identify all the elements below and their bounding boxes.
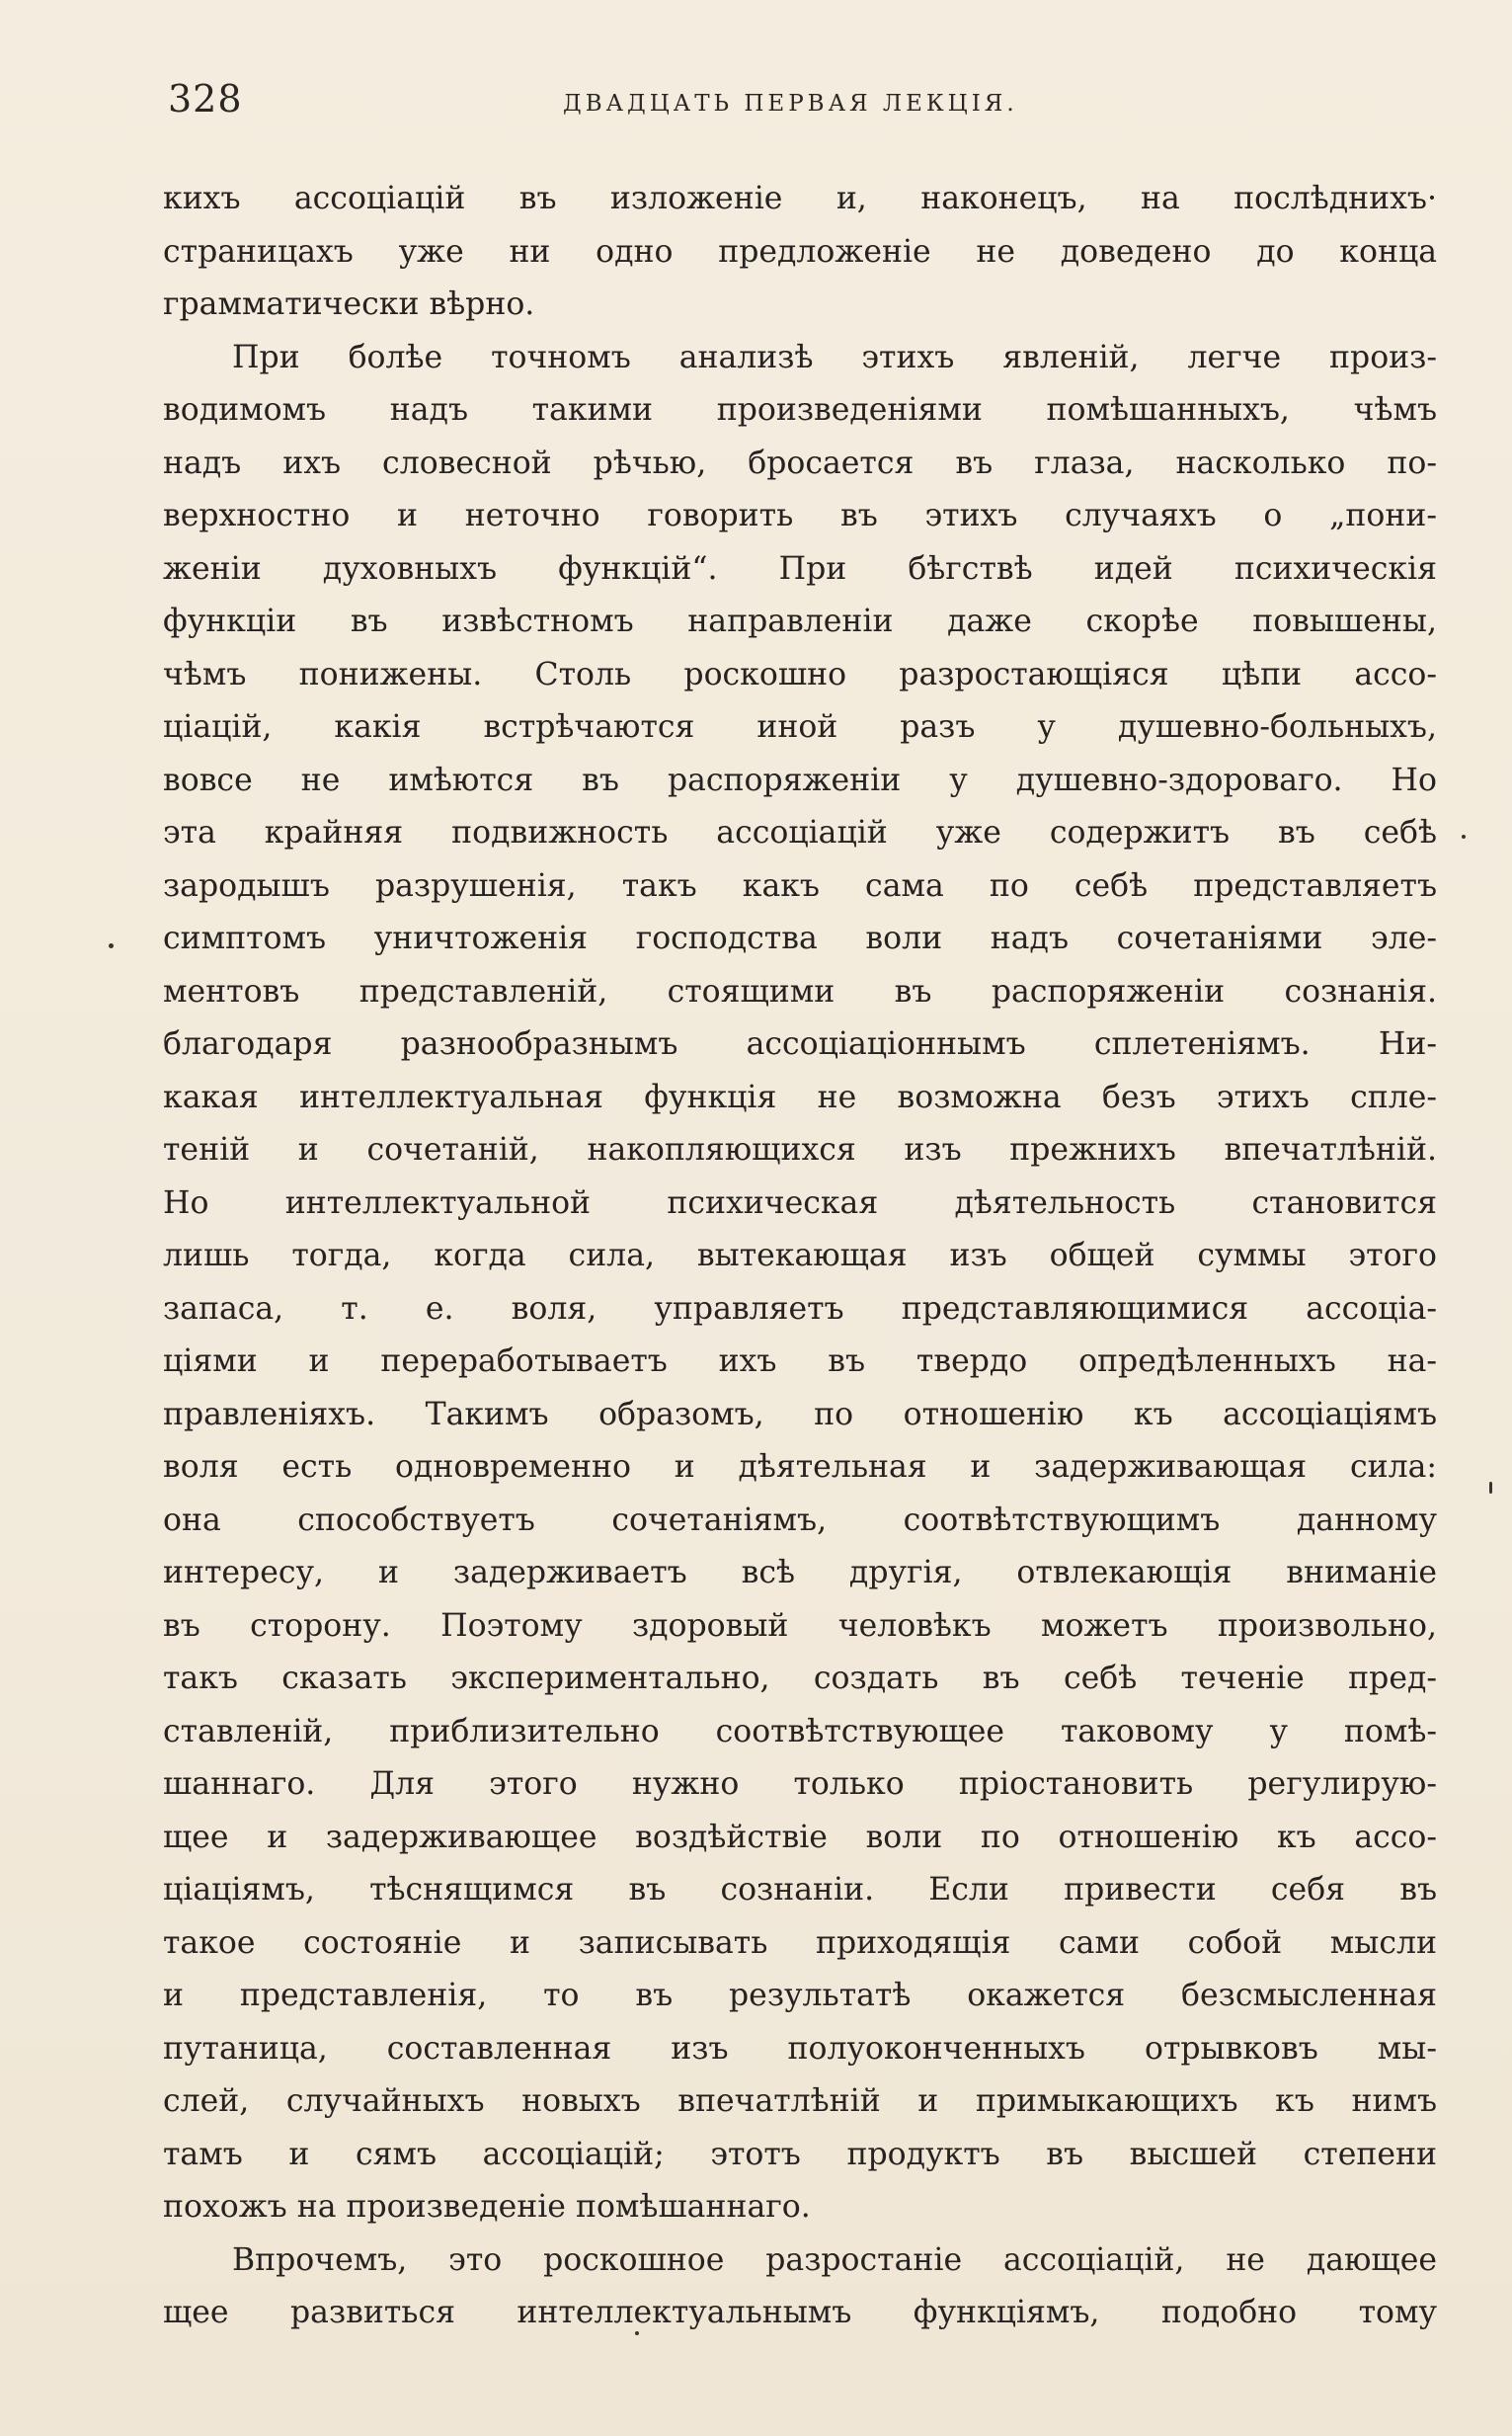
ink-speck [1489, 1482, 1492, 1494]
text-line: ціаціямъ, тѣснящимся въ сознаніи. Если привести себя въ [163, 1872, 1437, 1908]
text-line: верхностно и неточно говорить въ этихъ случаяхъ о „пони- [163, 498, 1437, 533]
text-line: лишь тогда, когда сила, вытекающая изъ общей суммы этого [163, 1238, 1437, 1273]
text-line: путаница, составленная изъ полуоконченныхъ отрывковъ мы- [163, 2030, 1437, 2067]
text-line: вовсе не имѣются въ распоряженіи у душевно-здороваго. Но [163, 762, 1437, 798]
text-line: она способствуетъ сочетаніямъ, соотвѣтствующимъ данному [163, 1502, 1437, 1538]
text-line: чѣмъ понижены. Столь роскошно разростающіяся цѣпи ассо- [163, 656, 1437, 692]
text-line: зародышъ разрушенія, такъ какъ сама по себѣ представляетъ [163, 867, 1437, 904]
text-line: въ сторону. Поэтому здоровый человѣкъ можетъ произвольно, [163, 1607, 1437, 1644]
text-line: интересу, и задерживаетъ всѣ другія, отвлекающія вниманіе [163, 1555, 1437, 1590]
text-line: теній и сочетаній, накопляющихся изъ прежнихъ впечатлѣній. [163, 1132, 1437, 1168]
text-line: правленіяхъ. Такимъ образомъ, по отношенію къ ассоціаціямъ [163, 1396, 1437, 1432]
text-line: эта крайняя подвижность ассоціацій уже содержитъ въ себѣ [163, 815, 1437, 851]
text-line: ментовъ представленій, стоящими въ распоряженіи сознанія. [163, 973, 1437, 1010]
text-line: При болѣе точномъ анализѣ этихъ явленій, легче произ- [232, 339, 1437, 375]
text-line: ставленій, приблизительно соотвѣтствующее таковому у помѣ- [163, 1713, 1437, 1749]
ink-speck [109, 943, 114, 948]
text-line: тамъ и сямъ ассоціацій; этотъ продуктъ въ высшей степени [163, 2136, 1437, 2172]
text-line: шаннаго. Для этого нужно только пріостановить регулирую- [163, 1766, 1437, 1802]
text-line: и представленія, то въ результатѣ окажется безсмысленная [163, 1978, 1437, 2013]
text-line: воля есть одновременно и дѣятельная и задерживающая сила: [163, 1449, 1437, 1485]
text-line: запаса, т. е. воля, управляетъ представляющимися ассоціа- [163, 1290, 1437, 1327]
text-line: похожъ на произведеніе помѣшаннаго. [163, 2189, 811, 2225]
text-line: кихъ ассоціацій въ изложеніе и, наконецъ, на послѣднихъ· [163, 181, 1437, 216]
text-line: симптомъ уничтоженія господства воли надъ сочетаніями эле- [163, 921, 1437, 956]
text-line: водимомъ надъ такими произведеніями помѣшанныхъ, чѣмъ [163, 392, 1437, 428]
text-line: щее и задерживающее воздѣйствіе воли по отношенію къ ассо- [163, 1819, 1437, 1855]
text-line: такъ сказать экспериментально, создать въ себѣ теченіе пред- [163, 1661, 1437, 1696]
body-text [163, 173, 1437, 2340]
text-line: какая интеллектуальная функція не возможна безъ этихъ спле- [163, 1079, 1437, 1115]
text-line: надъ ихъ словесной рѣчью, бросается въ глаза, насколько по- [163, 445, 1437, 481]
page-number: 328 [168, 77, 243, 121]
text-line: страницахъ уже ни одно предложеніе не доведено до конца [163, 233, 1437, 270]
ink-speck [635, 2331, 639, 2335]
page-header [168, 77, 1442, 136]
text-line: благодаря разнообразнымъ ассоціаціоннымъ сплетеніямъ. Ни- [163, 1026, 1437, 1062]
ink-speck [1462, 835, 1466, 839]
text-line: женіи духовныхъ функцій“. При бѣгствѣ идей психическія [163, 550, 1437, 587]
text-line: Впрочемъ, это роскошное разростаніе ассоціацій, не дающее [232, 2241, 1437, 2278]
text-line: Но интеллектуальной психическая дѣятельность становится [163, 1184, 1437, 1221]
text-line: ціями и переработываетъ ихъ въ твердо опредѣленныхъ на- [163, 1343, 1437, 1379]
text-line: грамматически вѣрно. [163, 286, 535, 322]
text-line: щее развиться интеллектуальнымъ функціямъ, подобно тому [163, 2295, 1437, 2330]
text-line: такое состояніе и записывать приходящія сами собой мысли [163, 1924, 1437, 1961]
text-line: функціи въ извѣстномъ направленіи даже скорѣе повышены, [163, 604, 1437, 639]
text-line: слей, случайныхъ новыхъ впечатлѣній и примыкающихъ къ нимъ [163, 2083, 1437, 2119]
text-line: ціацій, какія встрѣчаются иной разъ у душевно-больныхъ, [163, 709, 1437, 745]
running-head: ДВАДЦАТЬ ПЕРВАЯ ЛЕКЦІЯ. [563, 91, 1018, 117]
